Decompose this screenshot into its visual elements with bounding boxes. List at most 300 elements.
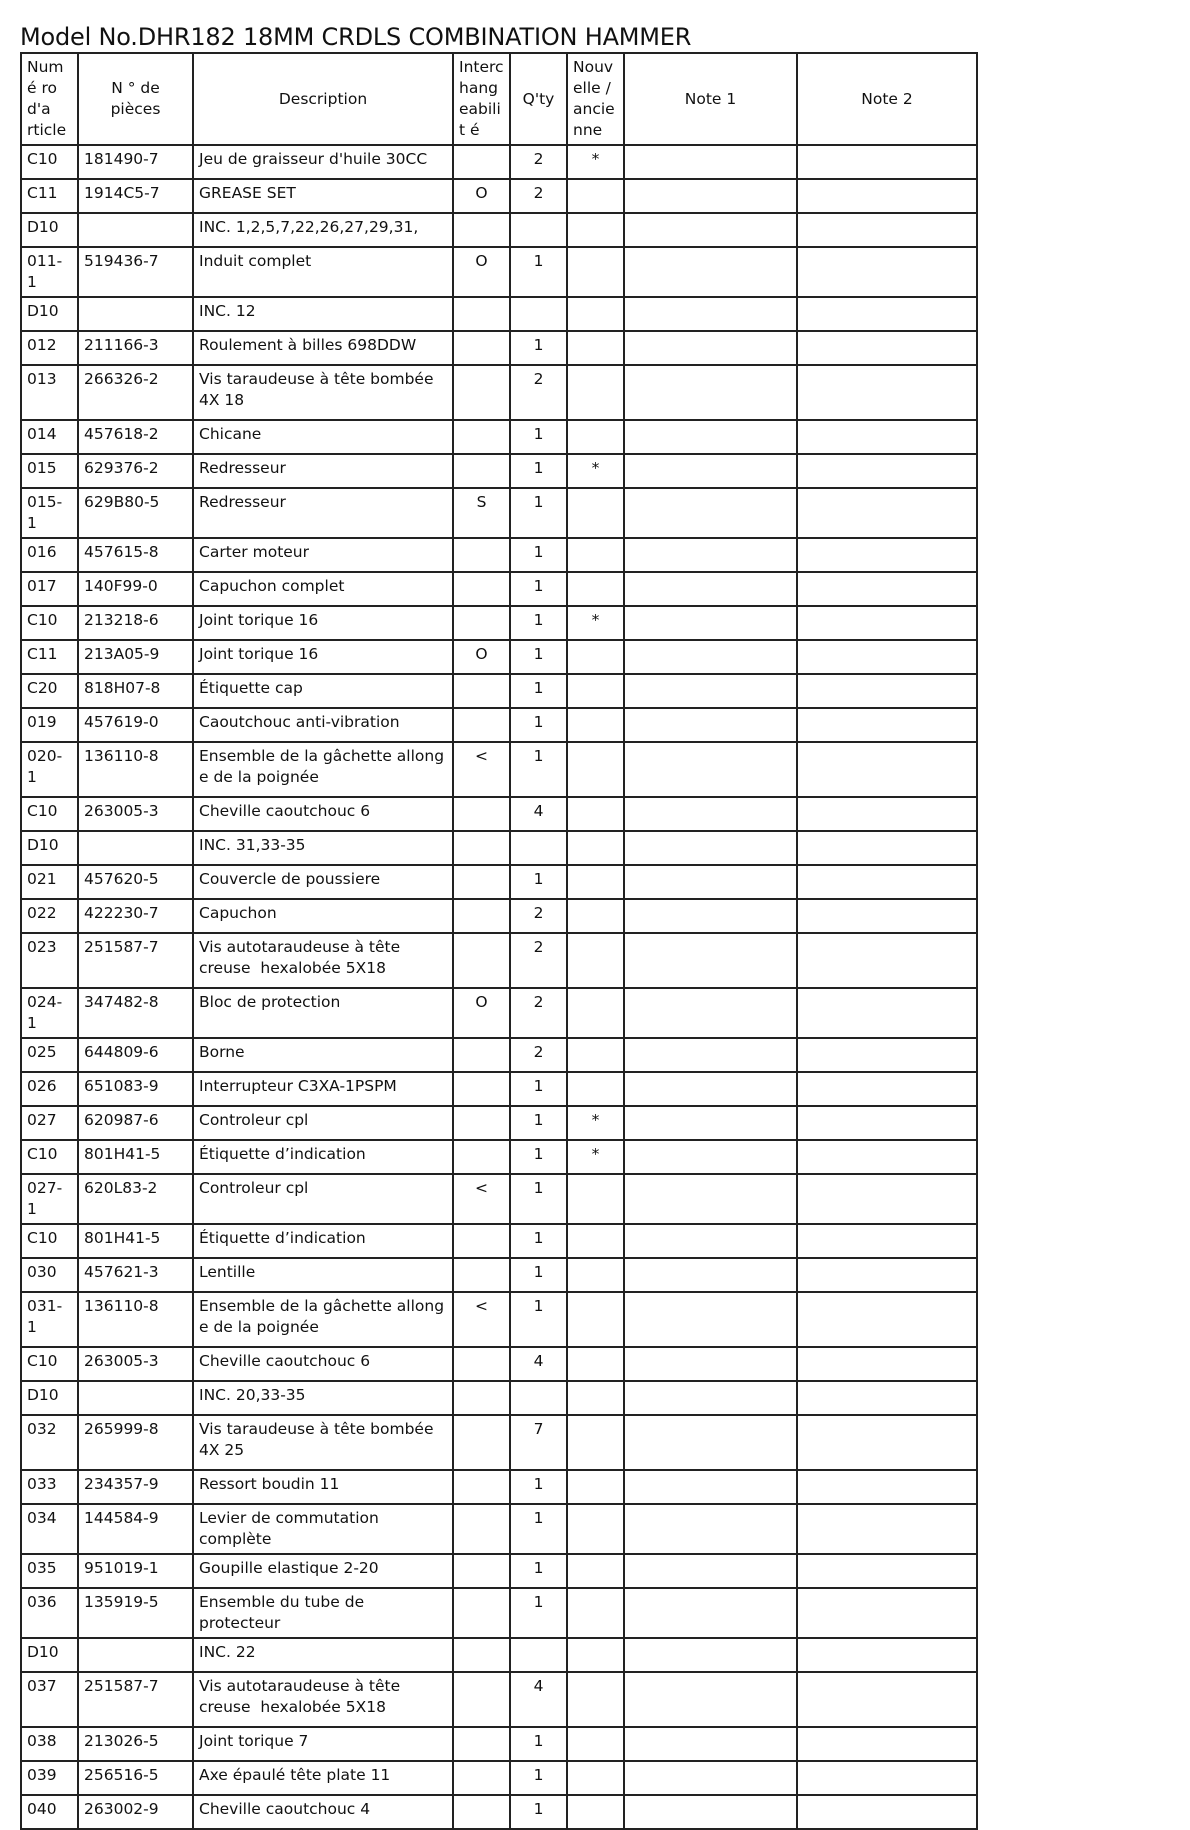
cell-description: Carter moteur (193, 538, 453, 572)
cell-quantity: 2 (510, 365, 567, 420)
cell-interchangeability (453, 1504, 510, 1554)
table-row (21, 420, 977, 454)
cell-description: Bloc de protection (193, 988, 453, 1038)
cell-note-2 (797, 1224, 977, 1258)
cell-description: Joint torique 16 (193, 640, 453, 674)
cell-part-number: 519436-7 (78, 247, 193, 297)
cell-note-2 (797, 1258, 977, 1292)
cell-interchangeability (453, 1106, 510, 1140)
cell-interchangeability (453, 1761, 510, 1795)
cell-new-old (567, 674, 624, 708)
header-new-old: Nouv elle / ancie nne (567, 53, 624, 145)
cell-note-2 (797, 1174, 977, 1224)
table-row (21, 1638, 977, 1672)
cell-part-number: 457620-5 (78, 865, 193, 899)
table-row (21, 572, 977, 606)
table-row (21, 831, 977, 865)
cell-note-1 (624, 1072, 797, 1106)
cell-description: Chicane (193, 420, 453, 454)
table-row (21, 1761, 977, 1795)
cell-description: Vis autotaraudeuse à tête creuse hexalobée 5X18 (193, 1672, 453, 1727)
cell-note-1 (624, 420, 797, 454)
cell-description: GREASE SET (193, 179, 453, 213)
cell-item-number: 024-1 (21, 988, 78, 1038)
cell-note-1 (624, 933, 797, 988)
cell-quantity: 2 (510, 988, 567, 1038)
cell-description: Redresseur (193, 454, 453, 488)
cell-description: Redresseur (193, 488, 453, 538)
cell-interchangeability (453, 454, 510, 488)
cell-description: Ressort boudin 11 (193, 1470, 453, 1504)
cell-new-old (567, 1174, 624, 1224)
cell-new-old (567, 1072, 624, 1106)
cell-new-old (567, 1554, 624, 1588)
cell-new-old (567, 865, 624, 899)
page-title: Model No.DHR182 18MM CRDLS COMBINATION HAMMER (20, 23, 692, 51)
table-row (21, 674, 977, 708)
cell-part-number: 266326-2 (78, 365, 193, 420)
cell-part-number: 213218-6 (78, 606, 193, 640)
table-row (21, 865, 977, 899)
cell-interchangeability (453, 831, 510, 865)
table-row (21, 488, 977, 538)
header-part-number: N ° de pièces (78, 53, 193, 145)
table-row (21, 1504, 977, 1554)
cell-note-1 (624, 1381, 797, 1415)
cell-new-old: * (567, 1106, 624, 1140)
cell-quantity: 1 (510, 708, 567, 742)
table-row (21, 454, 977, 488)
table-row (21, 933, 977, 988)
cell-new-old (567, 1347, 624, 1381)
cell-note-1 (624, 247, 797, 297)
cell-quantity: 7 (510, 1415, 567, 1470)
cell-interchangeability: O (453, 640, 510, 674)
cell-note-1 (624, 1727, 797, 1761)
cell-description: INC. 22 (193, 1638, 453, 1672)
cell-quantity: 1 (510, 1224, 567, 1258)
cell-item-number: 011-1 (21, 247, 78, 297)
cell-quantity: 1 (510, 742, 567, 797)
cell-note-1 (624, 899, 797, 933)
cell-description: Joint torique 16 (193, 606, 453, 640)
cell-description: Lentille (193, 1258, 453, 1292)
cell-note-2 (797, 1672, 977, 1727)
cell-new-old (567, 988, 624, 1038)
cell-new-old (567, 708, 624, 742)
cell-part-number (78, 213, 193, 247)
cell-note-1 (624, 145, 797, 179)
cell-note-2 (797, 640, 977, 674)
cell-description: Ensemble de la gâchette allong e de la poignée (193, 1292, 453, 1347)
cell-note-2 (797, 488, 977, 538)
cell-item-number: 037 (21, 1672, 78, 1727)
cell-interchangeability: O (453, 988, 510, 1038)
cell-note-2 (797, 213, 977, 247)
cell-interchangeability (453, 538, 510, 572)
cell-new-old (567, 1727, 624, 1761)
table-row (21, 708, 977, 742)
cell-description: INC. 12 (193, 297, 453, 331)
cell-item-number: 039 (21, 1761, 78, 1795)
cell-interchangeability (453, 1588, 510, 1638)
cell-item-number: 023 (21, 933, 78, 988)
cell-interchangeability (453, 1072, 510, 1106)
cell-interchangeability (453, 1672, 510, 1727)
cell-item-number: 014 (21, 420, 78, 454)
cell-note-2 (797, 1072, 977, 1106)
cell-new-old (567, 1795, 624, 1829)
cell-new-old (567, 742, 624, 797)
cell-quantity (510, 1381, 567, 1415)
cell-note-2 (797, 247, 977, 297)
cell-interchangeability (453, 1727, 510, 1761)
cell-description: Caoutchouc anti-vibration (193, 708, 453, 742)
table-row (21, 1174, 977, 1224)
cell-item-number: 034 (21, 1504, 78, 1554)
cell-new-old (567, 420, 624, 454)
cell-part-number: 256516-5 (78, 1761, 193, 1795)
cell-quantity: 4 (510, 1347, 567, 1381)
cell-description: Cheville caoutchouc 4 (193, 1795, 453, 1829)
cell-description: Vis autotaraudeuse à tête creuse hexalobée 5X18 (193, 933, 453, 988)
cell-part-number: 629B80-5 (78, 488, 193, 538)
table-row (21, 213, 977, 247)
table-row (21, 1258, 977, 1292)
cell-item-number: 021 (21, 865, 78, 899)
cell-note-1 (624, 488, 797, 538)
cell-new-old (567, 1381, 624, 1415)
cell-description: Capuchon (193, 899, 453, 933)
cell-quantity: 1 (510, 1761, 567, 1795)
cell-quantity: 4 (510, 797, 567, 831)
cell-description: INC. 20,33-35 (193, 1381, 453, 1415)
cell-quantity: 1 (510, 1140, 567, 1174)
cell-note-2 (797, 708, 977, 742)
cell-note-2 (797, 179, 977, 213)
table-row (21, 1795, 977, 1829)
cell-quantity: 1 (510, 1504, 567, 1554)
cell-quantity: 1 (510, 420, 567, 454)
cell-note-2 (797, 572, 977, 606)
cell-note-2 (797, 331, 977, 365)
cell-item-number: 015-1 (21, 488, 78, 538)
cell-note-1 (624, 454, 797, 488)
cell-new-old (567, 1504, 624, 1554)
table-row (21, 179, 977, 213)
cell-note-1 (624, 674, 797, 708)
cell-note-1 (624, 640, 797, 674)
cell-description: Interrupteur C3XA-1PSPM (193, 1072, 453, 1106)
cell-item-number: C10 (21, 1140, 78, 1174)
cell-item-number: C10 (21, 606, 78, 640)
cell-part-number (78, 1638, 193, 1672)
cell-item-number: D10 (21, 213, 78, 247)
table-row (21, 1588, 977, 1638)
cell-interchangeability (453, 1638, 510, 1672)
cell-note-1 (624, 1470, 797, 1504)
cell-new-old (567, 331, 624, 365)
cell-item-number: 015 (21, 454, 78, 488)
table-row (21, 1554, 977, 1588)
cell-item-number: C11 (21, 640, 78, 674)
cell-quantity: 1 (510, 1292, 567, 1347)
cell-note-2 (797, 1381, 977, 1415)
cell-quantity: 2 (510, 1038, 567, 1072)
cell-new-old (567, 899, 624, 933)
cell-note-2 (797, 742, 977, 797)
cell-interchangeability (453, 1258, 510, 1292)
table-row (21, 1470, 977, 1504)
cell-note-2 (797, 933, 977, 988)
cell-part-number: 620987-6 (78, 1106, 193, 1140)
cell-item-number: 038 (21, 1727, 78, 1761)
cell-item-number: 035 (21, 1554, 78, 1588)
cell-description: Controleur cpl (193, 1174, 453, 1224)
cell-item-number: 013 (21, 365, 78, 420)
table-row (21, 365, 977, 420)
cell-interchangeability (453, 1470, 510, 1504)
cell-part-number: 457621-3 (78, 1258, 193, 1292)
cell-note-2 (797, 674, 977, 708)
cell-interchangeability (453, 1554, 510, 1588)
cell-part-number: 347482-8 (78, 988, 193, 1038)
cell-part-number: 620L83-2 (78, 1174, 193, 1224)
cell-interchangeability (453, 606, 510, 640)
cell-description: Jeu de graisseur d'huile 30CC (193, 145, 453, 179)
cell-note-2 (797, 1038, 977, 1072)
cell-note-1 (624, 1638, 797, 1672)
cell-description: Étiquette d’indication (193, 1140, 453, 1174)
cell-interchangeability (453, 865, 510, 899)
cell-note-2 (797, 1415, 977, 1470)
cell-interchangeability (453, 365, 510, 420)
cell-item-number: D10 (21, 1381, 78, 1415)
cell-part-number: 265999-8 (78, 1415, 193, 1470)
cell-note-1 (624, 1140, 797, 1174)
table-row (21, 606, 977, 640)
cell-note-2 (797, 797, 977, 831)
cell-part-number: 181490-7 (78, 145, 193, 179)
cell-quantity (510, 297, 567, 331)
cell-note-2 (797, 1638, 977, 1672)
cell-quantity: 1 (510, 1470, 567, 1504)
cell-note-1 (624, 1347, 797, 1381)
cell-note-2 (797, 454, 977, 488)
cell-quantity (510, 831, 567, 865)
cell-description: INC. 31,33-35 (193, 831, 453, 865)
cell-quantity: 1 (510, 488, 567, 538)
cell-quantity: 1 (510, 865, 567, 899)
cell-note-1 (624, 831, 797, 865)
cell-description: Controleur cpl (193, 1106, 453, 1140)
cell-interchangeability (453, 1347, 510, 1381)
cell-note-1 (624, 1504, 797, 1554)
cell-item-number: C11 (21, 179, 78, 213)
cell-quantity: 1 (510, 1106, 567, 1140)
cell-part-number: 1914C5-7 (78, 179, 193, 213)
cell-note-1 (624, 297, 797, 331)
cell-note-1 (624, 1038, 797, 1072)
cell-interchangeability (453, 899, 510, 933)
cell-description: Levier de commutation complète (193, 1504, 453, 1554)
cell-quantity: 2 (510, 145, 567, 179)
cell-interchangeability (453, 145, 510, 179)
cell-item-number: C20 (21, 674, 78, 708)
cell-quantity: 1 (510, 1174, 567, 1224)
cell-description: Induit complet (193, 247, 453, 297)
cell-item-number: 026 (21, 1072, 78, 1106)
cell-note-1 (624, 606, 797, 640)
cell-note-2 (797, 606, 977, 640)
cell-quantity: 1 (510, 538, 567, 572)
cell-quantity: 1 (510, 1727, 567, 1761)
cell-note-2 (797, 899, 977, 933)
cell-part-number (78, 831, 193, 865)
table-row (21, 1072, 977, 1106)
cell-item-number: 017 (21, 572, 78, 606)
header-note-2: Note 2 (797, 53, 977, 145)
cell-new-old (567, 1258, 624, 1292)
cell-description: Capuchon complet (193, 572, 453, 606)
cell-interchangeability: O (453, 247, 510, 297)
cell-part-number: 801H41-5 (78, 1224, 193, 1258)
table-row (21, 297, 977, 331)
cell-note-1 (624, 365, 797, 420)
cell-quantity: 1 (510, 1554, 567, 1588)
cell-note-1 (624, 1174, 797, 1224)
cell-new-old (567, 1761, 624, 1795)
cell-note-1 (624, 1415, 797, 1470)
cell-part-number: 629376-2 (78, 454, 193, 488)
cell-new-old (567, 1224, 624, 1258)
cell-note-2 (797, 1588, 977, 1638)
cell-item-number: C10 (21, 145, 78, 179)
cell-part-number: 136110-8 (78, 742, 193, 797)
cell-new-old (567, 213, 624, 247)
table-row (21, 1140, 977, 1174)
cell-part-number: 651083-9 (78, 1072, 193, 1106)
cell-interchangeability (453, 797, 510, 831)
table-row (21, 742, 977, 797)
cell-new-old (567, 179, 624, 213)
cell-note-2 (797, 1347, 977, 1381)
cell-note-1 (624, 538, 797, 572)
header-item-number: Numé ro d'a rticle (21, 53, 78, 145)
table-row (21, 1381, 977, 1415)
cell-note-2 (797, 420, 977, 454)
cell-interchangeability (453, 1140, 510, 1174)
cell-part-number: 818H07-8 (78, 674, 193, 708)
table-row (21, 1224, 977, 1258)
table-row (21, 899, 977, 933)
cell-interchangeability: < (453, 1292, 510, 1347)
table-row (21, 1106, 977, 1140)
cell-item-number: D10 (21, 831, 78, 865)
cell-quantity: 1 (510, 674, 567, 708)
cell-interchangeability (453, 1224, 510, 1258)
cell-new-old (567, 297, 624, 331)
cell-part-number: 801H41-5 (78, 1140, 193, 1174)
header-quantity: Q'ty (510, 53, 567, 145)
cell-note-1 (624, 1292, 797, 1347)
header-interchangeability: Interc hang eabilit é (453, 53, 510, 145)
cell-description: Borne (193, 1038, 453, 1072)
cell-interchangeability (453, 674, 510, 708)
cell-note-1 (624, 742, 797, 797)
cell-interchangeability (453, 1381, 510, 1415)
cell-interchangeability (453, 1795, 510, 1829)
cell-note-1 (624, 1106, 797, 1140)
cell-new-old (567, 933, 624, 988)
cell-part-number: 144584-9 (78, 1504, 193, 1554)
cell-item-number: 036 (21, 1588, 78, 1638)
table-row (21, 538, 977, 572)
cell-part-number: 140F99-0 (78, 572, 193, 606)
cell-note-1 (624, 797, 797, 831)
cell-new-old (567, 1588, 624, 1638)
cell-interchangeability: < (453, 1174, 510, 1224)
cell-new-old: * (567, 454, 624, 488)
cell-part-number: 136110-8 (78, 1292, 193, 1347)
cell-item-number: 012 (21, 331, 78, 365)
cell-note-1 (624, 1554, 797, 1588)
table-row (21, 1038, 977, 1072)
cell-interchangeability (453, 297, 510, 331)
cell-new-old (567, 488, 624, 538)
cell-part-number: 135919-5 (78, 1588, 193, 1638)
cell-part-number: 457615-8 (78, 538, 193, 572)
cell-interchangeability (453, 420, 510, 454)
cell-description: Étiquette d’indication (193, 1224, 453, 1258)
cell-description: Ensemble de la gâchette allong e de la poignée (193, 742, 453, 797)
cell-note-1 (624, 1795, 797, 1829)
cell-note-2 (797, 1727, 977, 1761)
cell-part-number: 263002-9 (78, 1795, 193, 1829)
cell-item-number: 030 (21, 1258, 78, 1292)
table-row (21, 640, 977, 674)
cell-note-2 (797, 865, 977, 899)
cell-interchangeability (453, 1415, 510, 1470)
cell-note-1 (624, 865, 797, 899)
table-row (21, 247, 977, 297)
cell-note-1 (624, 572, 797, 606)
cell-quantity: 2 (510, 899, 567, 933)
header-note-1: Note 1 (624, 53, 797, 145)
cell-description: Étiquette cap (193, 674, 453, 708)
cell-note-1 (624, 1761, 797, 1795)
table-row (21, 331, 977, 365)
cell-item-number: 016 (21, 538, 78, 572)
cell-part-number: 457618-2 (78, 420, 193, 454)
cell-quantity: 2 (510, 933, 567, 988)
cell-description: INC. 1,2,5,7,22,26,27,29,31, (193, 213, 453, 247)
cell-note-2 (797, 538, 977, 572)
cell-new-old (567, 1638, 624, 1672)
cell-quantity (510, 213, 567, 247)
table-row (21, 1672, 977, 1727)
cell-note-1 (624, 1258, 797, 1292)
cell-new-old (567, 1470, 624, 1504)
cell-note-2 (797, 831, 977, 865)
cell-item-number: 020-1 (21, 742, 78, 797)
cell-new-old: * (567, 1140, 624, 1174)
cell-item-number: C10 (21, 1347, 78, 1381)
cell-new-old (567, 1038, 624, 1072)
table-row (21, 988, 977, 1038)
table-body (21, 145, 977, 1829)
cell-description: Vis taraudeuse à tête bombée 4X 18 (193, 365, 453, 420)
